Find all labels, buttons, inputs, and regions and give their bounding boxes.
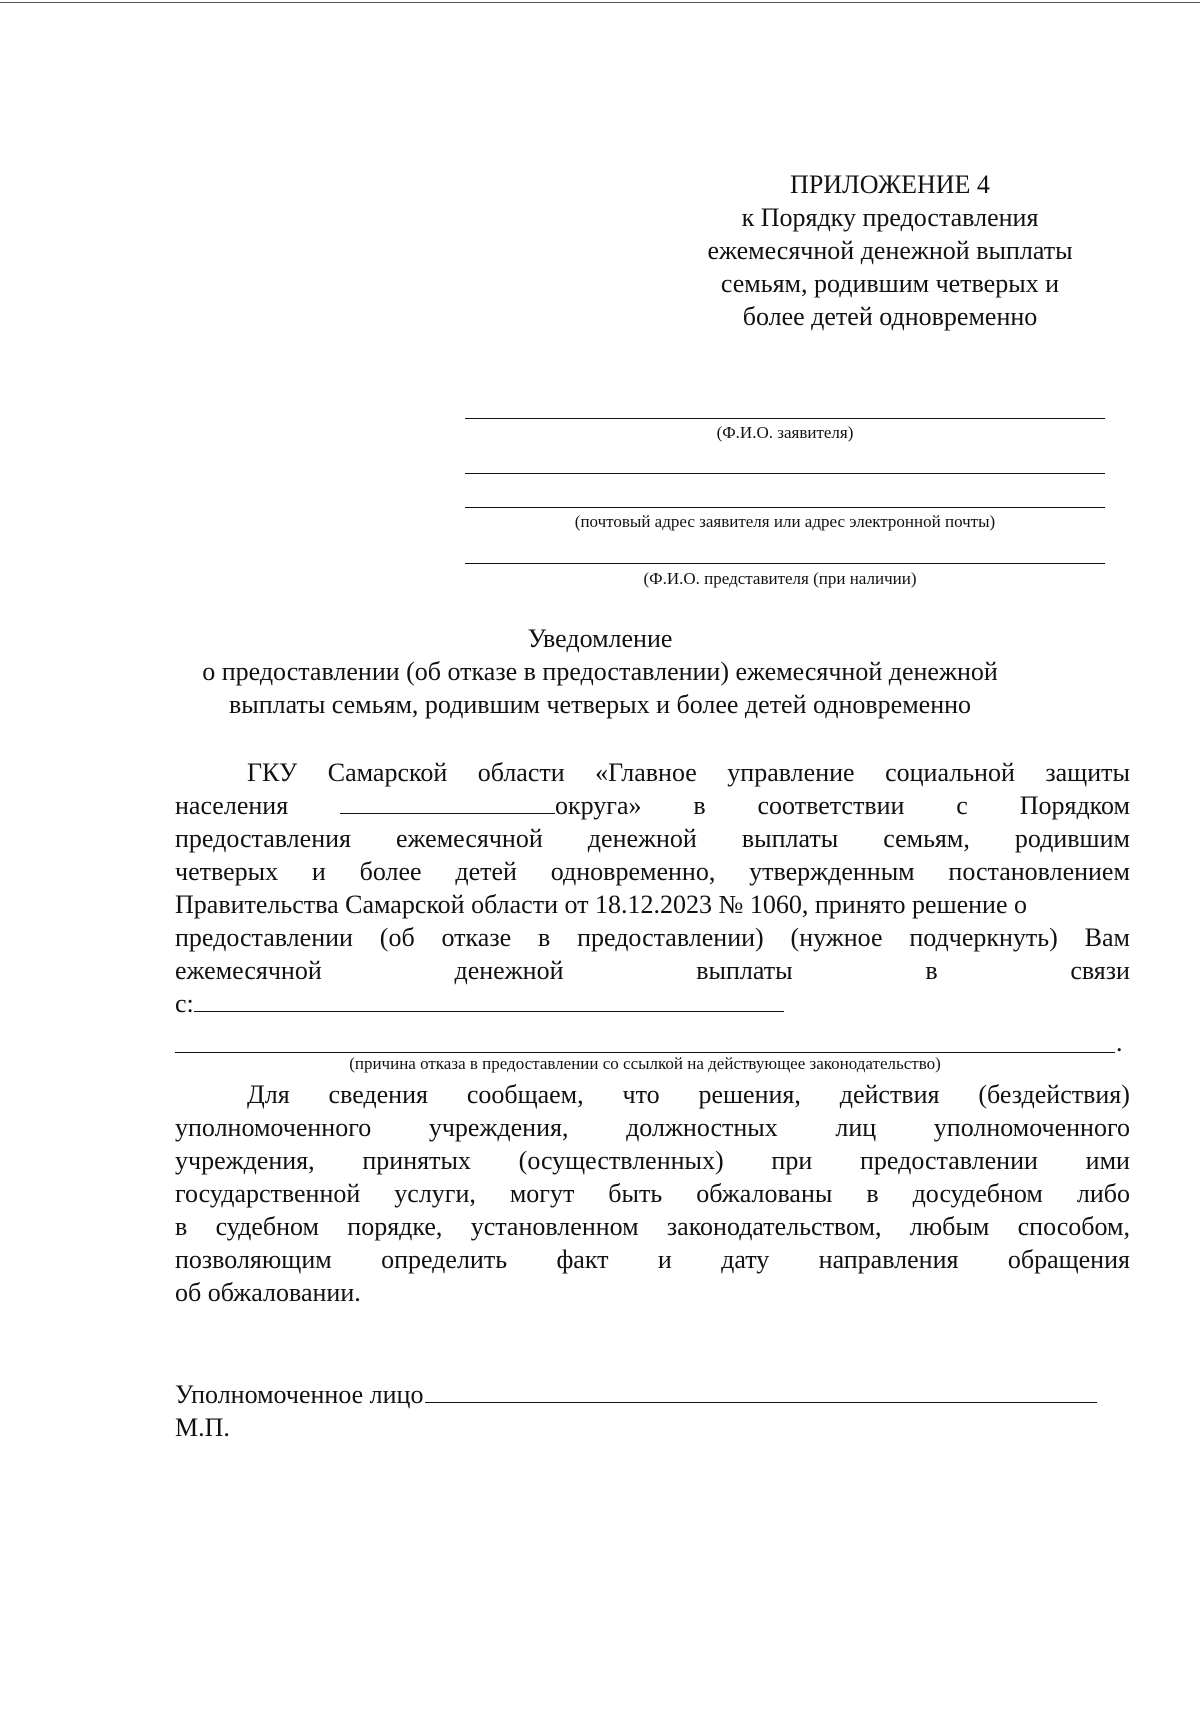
word: либо: [1076, 1179, 1130, 1208]
word: детей: [455, 857, 517, 886]
word: защиты: [1045, 758, 1130, 787]
word: предоставления: [175, 824, 351, 853]
word: установленном: [470, 1212, 639, 1241]
word: обжалованы: [696, 1179, 833, 1208]
word: решения,: [698, 1080, 801, 1109]
word: предоставлении: [859, 1146, 1038, 1175]
word: с:: [175, 989, 194, 1018]
applicant-name-caption: (Ф.И.О. заявителя): [716, 423, 854, 442]
appendix-line: семьям, родившим четверых и: [720, 269, 1060, 298]
word: учреждения,: [428, 1113, 569, 1142]
paragraph-line: [175, 987, 1130, 1020]
word: в: [537, 923, 551, 952]
paragraph-line: [175, 1144, 1130, 1177]
authorized-person-line: [175, 1378, 1097, 1410]
word: денежной: [454, 956, 564, 985]
reason-blank-field-1[interactable]: [194, 987, 784, 1012]
word: способом,: [1017, 1212, 1130, 1241]
word: родившим: [1014, 824, 1130, 853]
word: Правительства Самарской области от 18.12.2023 № 1060, принято решение о: [175, 890, 1028, 919]
word: услуги,: [394, 1179, 476, 1208]
reason-line-end: .: [1116, 1028, 1123, 1057]
appendix-line: более детей одновременно: [742, 302, 1038, 331]
word: в: [925, 956, 938, 985]
word: отказе: [441, 923, 512, 952]
word: должностных: [626, 1113, 778, 1142]
district-blank-field[interactable]: [340, 789, 555, 814]
word: ежемесячной: [175, 956, 322, 985]
signature-field[interactable]: [425, 1378, 1097, 1403]
appendix-line: ПРИЛОЖЕНИЕ 4: [790, 170, 990, 199]
word: одновременно,: [550, 857, 716, 886]
paragraph-line: [175, 822, 1130, 855]
word: четверых: [175, 857, 279, 886]
word: Порядком: [1019, 791, 1130, 820]
word: «Главное: [595, 758, 697, 787]
applicant-name-field[interactable]: [465, 418, 1105, 419]
word: и: [657, 1245, 672, 1274]
paragraph-line: [175, 1243, 1130, 1276]
word: Для: [247, 1080, 290, 1109]
appendix-header: [660, 168, 1120, 333]
word: предоставлении: [175, 923, 353, 952]
appendix-line: ежемесячной денежной выплаты: [707, 236, 1073, 265]
word: связи: [1070, 956, 1130, 985]
paragraph-line: [175, 789, 1130, 822]
word: ГКУ: [247, 758, 298, 787]
notice-heading: [150, 622, 1050, 721]
word: выплаты: [741, 824, 839, 853]
word: государственной: [175, 1179, 361, 1208]
notice-subtitle-line: выплаты семьям, родившим четверых и более детей одновременно: [228, 690, 972, 719]
word: населения: [175, 791, 289, 820]
word: быть: [608, 1179, 663, 1208]
scan-edge-line: [0, 2, 1200, 3]
word: и: [311, 857, 326, 886]
word: порядке,: [347, 1212, 443, 1241]
word: сообщаем,: [466, 1080, 584, 1109]
word: управление: [727, 758, 855, 787]
word: (бездействия): [978, 1080, 1130, 1109]
word: лиц: [835, 1113, 877, 1142]
word: (осуществленных): [518, 1146, 724, 1175]
paragraph-line: [175, 756, 1130, 789]
word: принятых: [362, 1146, 471, 1175]
word: сведения: [328, 1080, 428, 1109]
word: предоставлении): [577, 923, 764, 952]
notice-title: Уведомление: [527, 624, 673, 653]
word: при: [771, 1146, 813, 1175]
word: обращения: [1007, 1245, 1130, 1274]
appeal-paragraph: [175, 1078, 1130, 1309]
word: факт: [556, 1245, 609, 1274]
word: определить: [381, 1245, 508, 1274]
decision-paragraph: [175, 756, 1130, 1020]
paragraph-line: [175, 1177, 1130, 1210]
word: досудебном: [912, 1179, 1043, 1208]
word: направления: [818, 1245, 959, 1274]
address-field-line-2[interactable]: [465, 507, 1105, 508]
word: социальной: [885, 758, 1015, 787]
word: утвержденным: [749, 857, 915, 886]
word: Самарской: [327, 758, 448, 787]
word: законодательством,: [666, 1212, 882, 1241]
word: могут: [509, 1179, 575, 1208]
word: постановлением: [948, 857, 1130, 886]
word: в: [175, 1212, 188, 1241]
word: семьям,: [883, 824, 970, 853]
word: дату: [721, 1245, 770, 1274]
word: ежемесячной: [396, 824, 543, 853]
seal-label: М.П.: [175, 1413, 230, 1442]
word: учреждения,: [175, 1146, 315, 1175]
word: в: [693, 791, 706, 820]
word: что: [622, 1080, 660, 1109]
paragraph-line: [175, 888, 1130, 921]
representative-name-field[interactable]: [465, 563, 1105, 564]
word: судебном: [215, 1212, 319, 1241]
word: об обжаловании.: [175, 1278, 361, 1307]
word: уполномоченного: [175, 1113, 372, 1142]
representative-caption: (Ф.И.О. представителя (при наличии): [643, 569, 917, 588]
paragraph-line: [175, 1210, 1130, 1243]
notice-subtitle-line: о предоставлении (об отказе в предоставлении) ежемесячной денежной: [202, 657, 998, 686]
word: действия: [839, 1080, 940, 1109]
paragraph-line: [175, 954, 1130, 987]
word: денежной: [587, 824, 697, 853]
word: с: [956, 791, 968, 820]
word: любым: [909, 1212, 990, 1241]
word: подчеркнуть): [909, 923, 1058, 952]
word: более: [359, 857, 422, 886]
address-field-line-1[interactable]: [465, 473, 1105, 474]
paragraph-line: [175, 1276, 1130, 1309]
word: (об: [379, 923, 415, 952]
paragraph-line: [175, 921, 1130, 954]
word: Вам: [1084, 923, 1130, 952]
authorized-person-label: Уполномоченное лицо: [175, 1380, 424, 1409]
reason-blank-field-2[interactable]: [175, 1052, 1115, 1053]
address-caption: (почтовый адрес заявителя или адрес электронной почты): [574, 512, 996, 531]
reason-caption: (причина отказа в предоставлении со ссылкой на действующее законодательство): [349, 1054, 941, 1073]
word: (нужное: [790, 923, 883, 952]
word: округа»: [555, 791, 642, 820]
paragraph-line: [175, 855, 1130, 888]
word: в: [866, 1179, 879, 1208]
word: выплаты: [696, 956, 793, 985]
paragraph-line: [175, 1111, 1130, 1144]
word: уполномоченного: [933, 1113, 1130, 1142]
appendix-line: к Порядку предоставления: [741, 203, 1039, 232]
word: ими: [1085, 1146, 1130, 1175]
paragraph-line: [175, 1078, 1130, 1111]
word: соответствии: [757, 791, 905, 820]
word: области: [477, 758, 565, 787]
word: позволяющим: [175, 1245, 332, 1274]
